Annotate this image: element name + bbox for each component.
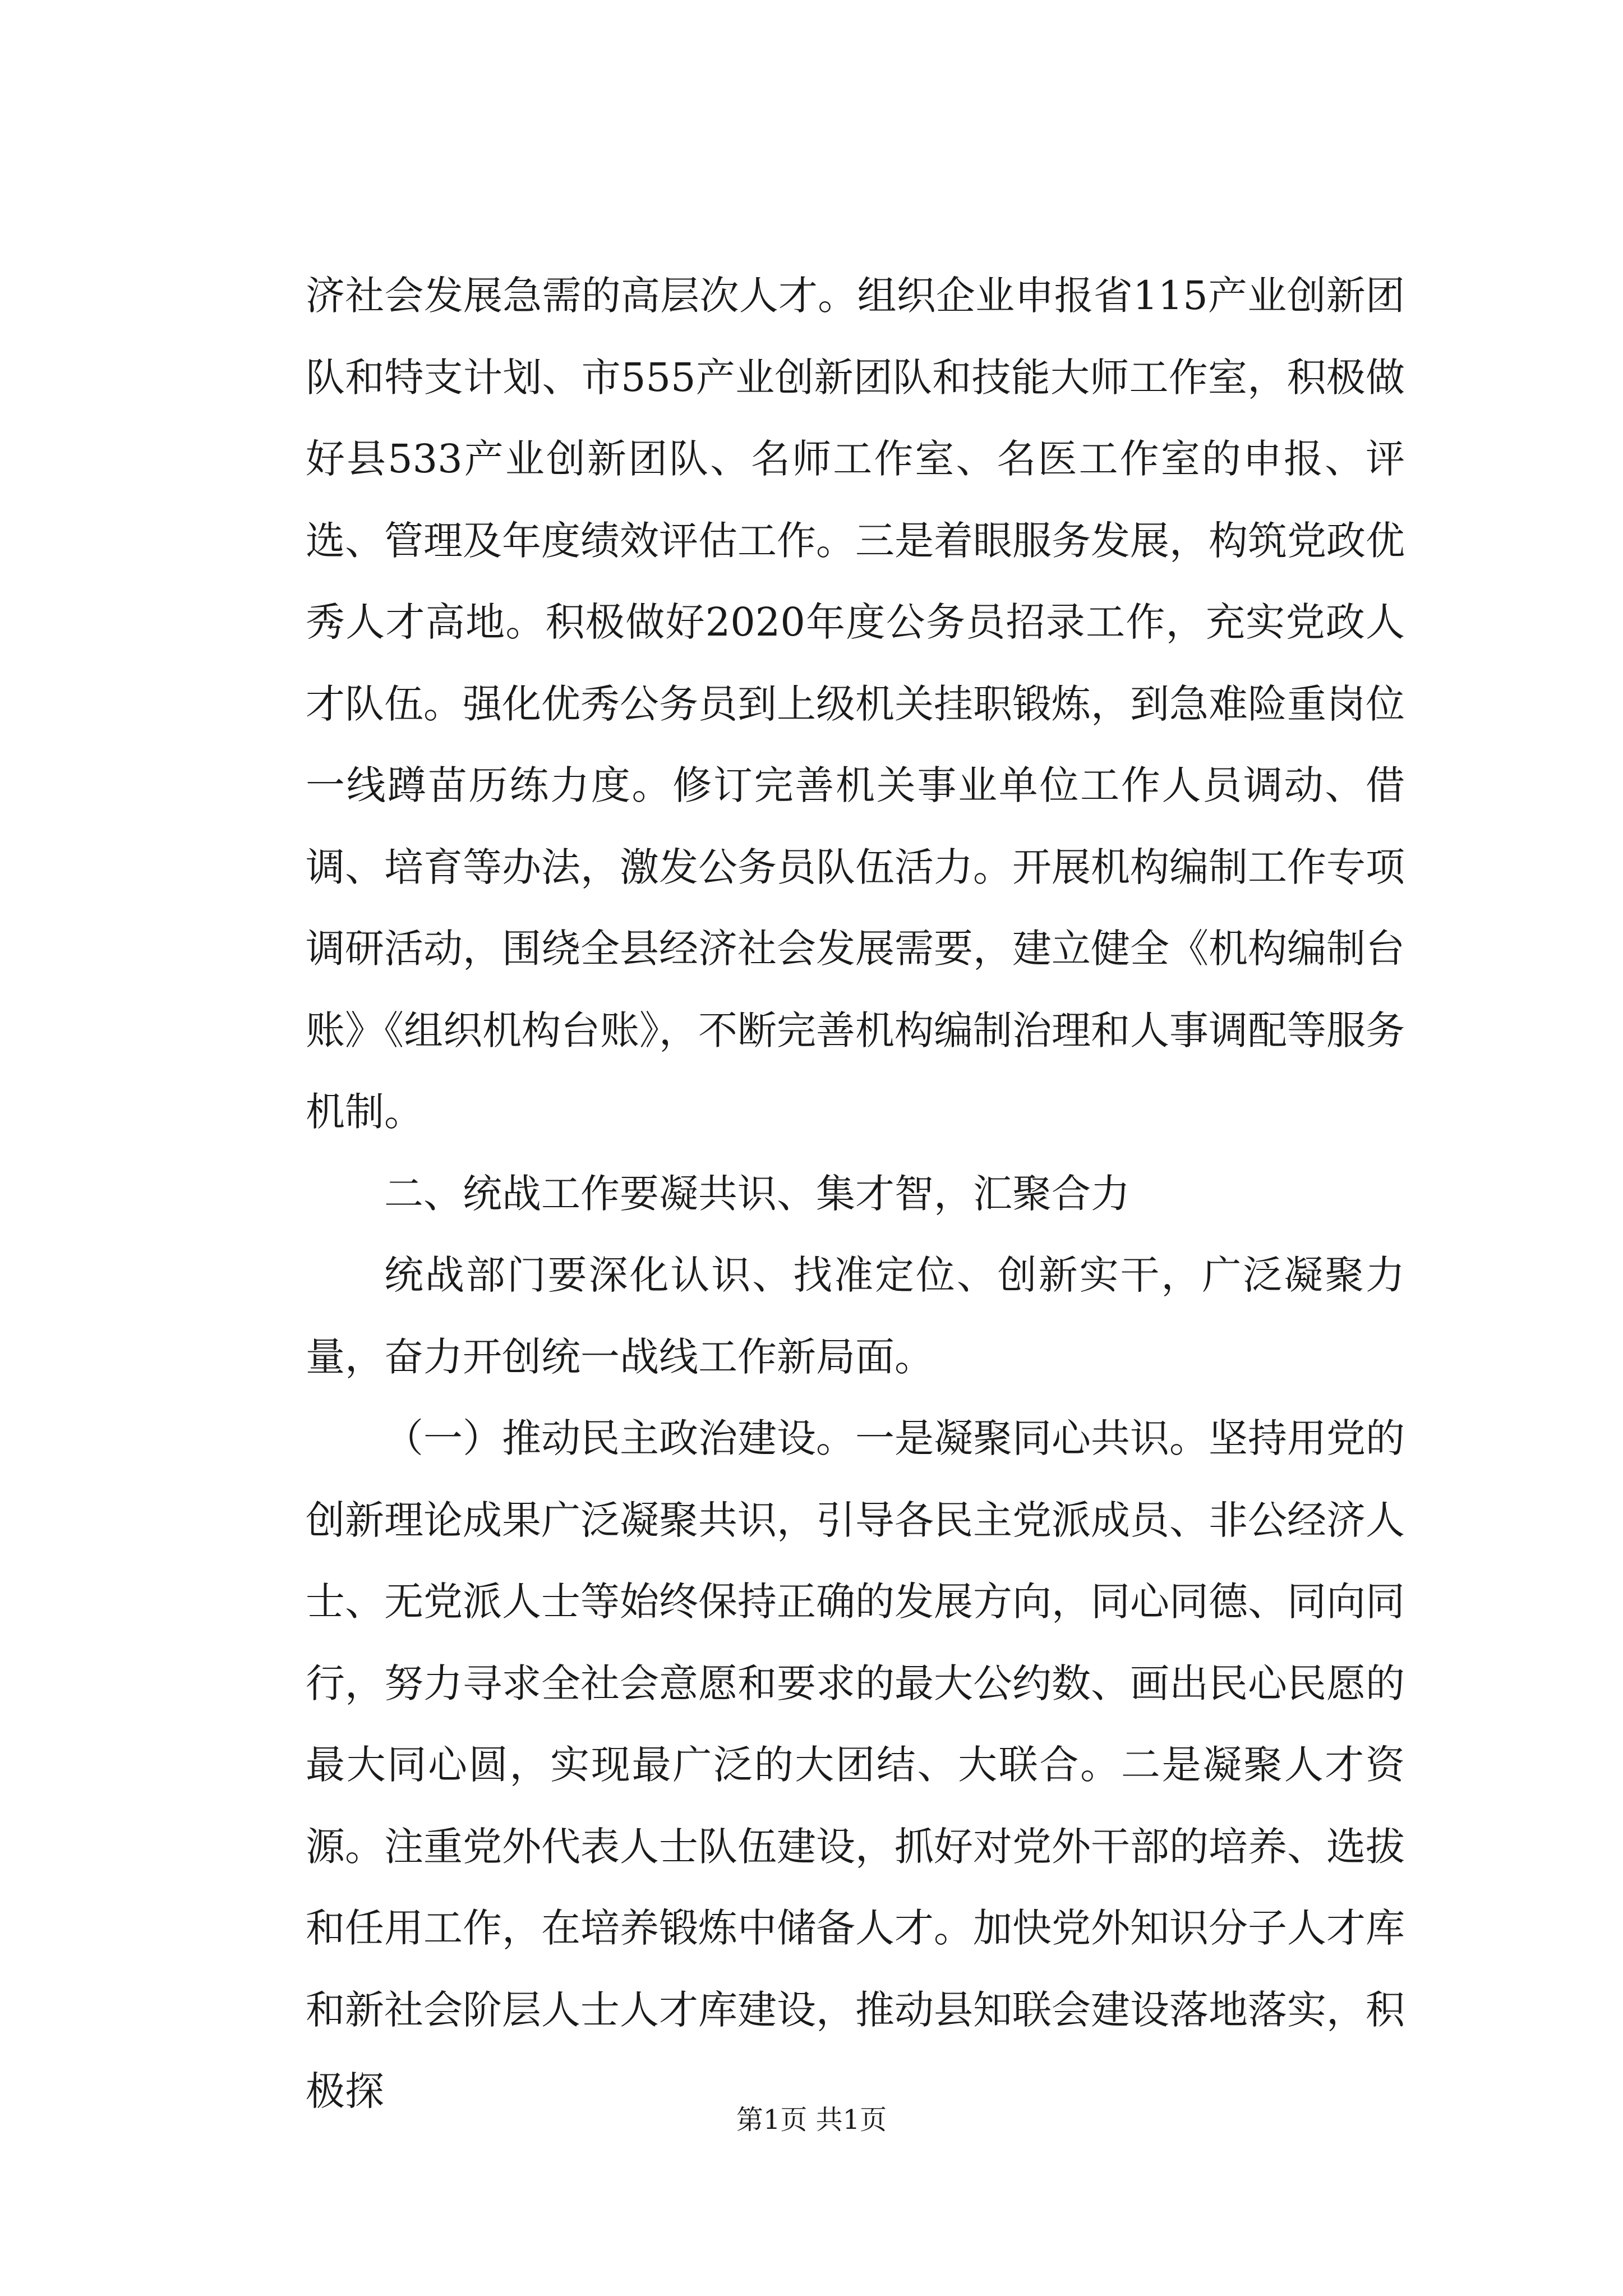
page-footer: 第1页 共1页 <box>736 2104 887 2136</box>
paragraph-intro: 统战部门要深化认识、找准定位、创新实干，广泛凝聚力量，奋力开创统一战线工作新局面。 <box>306 1252 1405 1380</box>
paragraph-continuation: 济社会发展急需的高层次人才。组织企业申报省115产业创新团队和特支计划、市555产业创新团队和技能大师工作室，积极做好县533产业创新团队、名师工作室、名医工作室的申报、评选、管理及年度绩效评估工作。三是着眼服务发展，构筑党政优秀人才高地。积极做好2020年度公务员招录工作，充实党政人才队伍。强化优秀公务员到上级机关挂职锻炼，到急难险重岗位一线蹲苗历练力度。修订完善机关事业单位工作人员调动、借调、培育等办法，激发公务员队伍活力。开展机构编制工作专项调研活动，围绕全县经济社会发展需要，建立健全《机构编制台账》《组织机构台账》，不断完善机构编制治理和人事调配等服务机制。 <box>306 273 1405 1135</box>
paragraph-subsection-1: （一）推动民主政治建设。一是凝聚同心共识。坚持用党的创新理论成果广泛凝聚共识，引导各民主党派成员、非公经济人士、无党派人士等始终保持正确的发展方向，同心同德、同向同行，努力寻求全社会意愿和要求的最大公约数、画出民心民愿的最大同心圆，实现最广泛的大团结、大联合。二是凝聚人才资源。注重党外代表人士队伍建设，抓好对党外干部的培养、选拔和任用工作，在培养锻炼中储备人才。加快党外知识分子人才库和新社会阶层人士人才库建设，推动县知联会建设落地落实，积极探 <box>306 1415 1405 2114</box>
section-heading: 二、统战工作要凝共识、集才智，汇聚合力 <box>384 1170 1130 1217</box>
document-body <box>306 255 1405 2133</box>
